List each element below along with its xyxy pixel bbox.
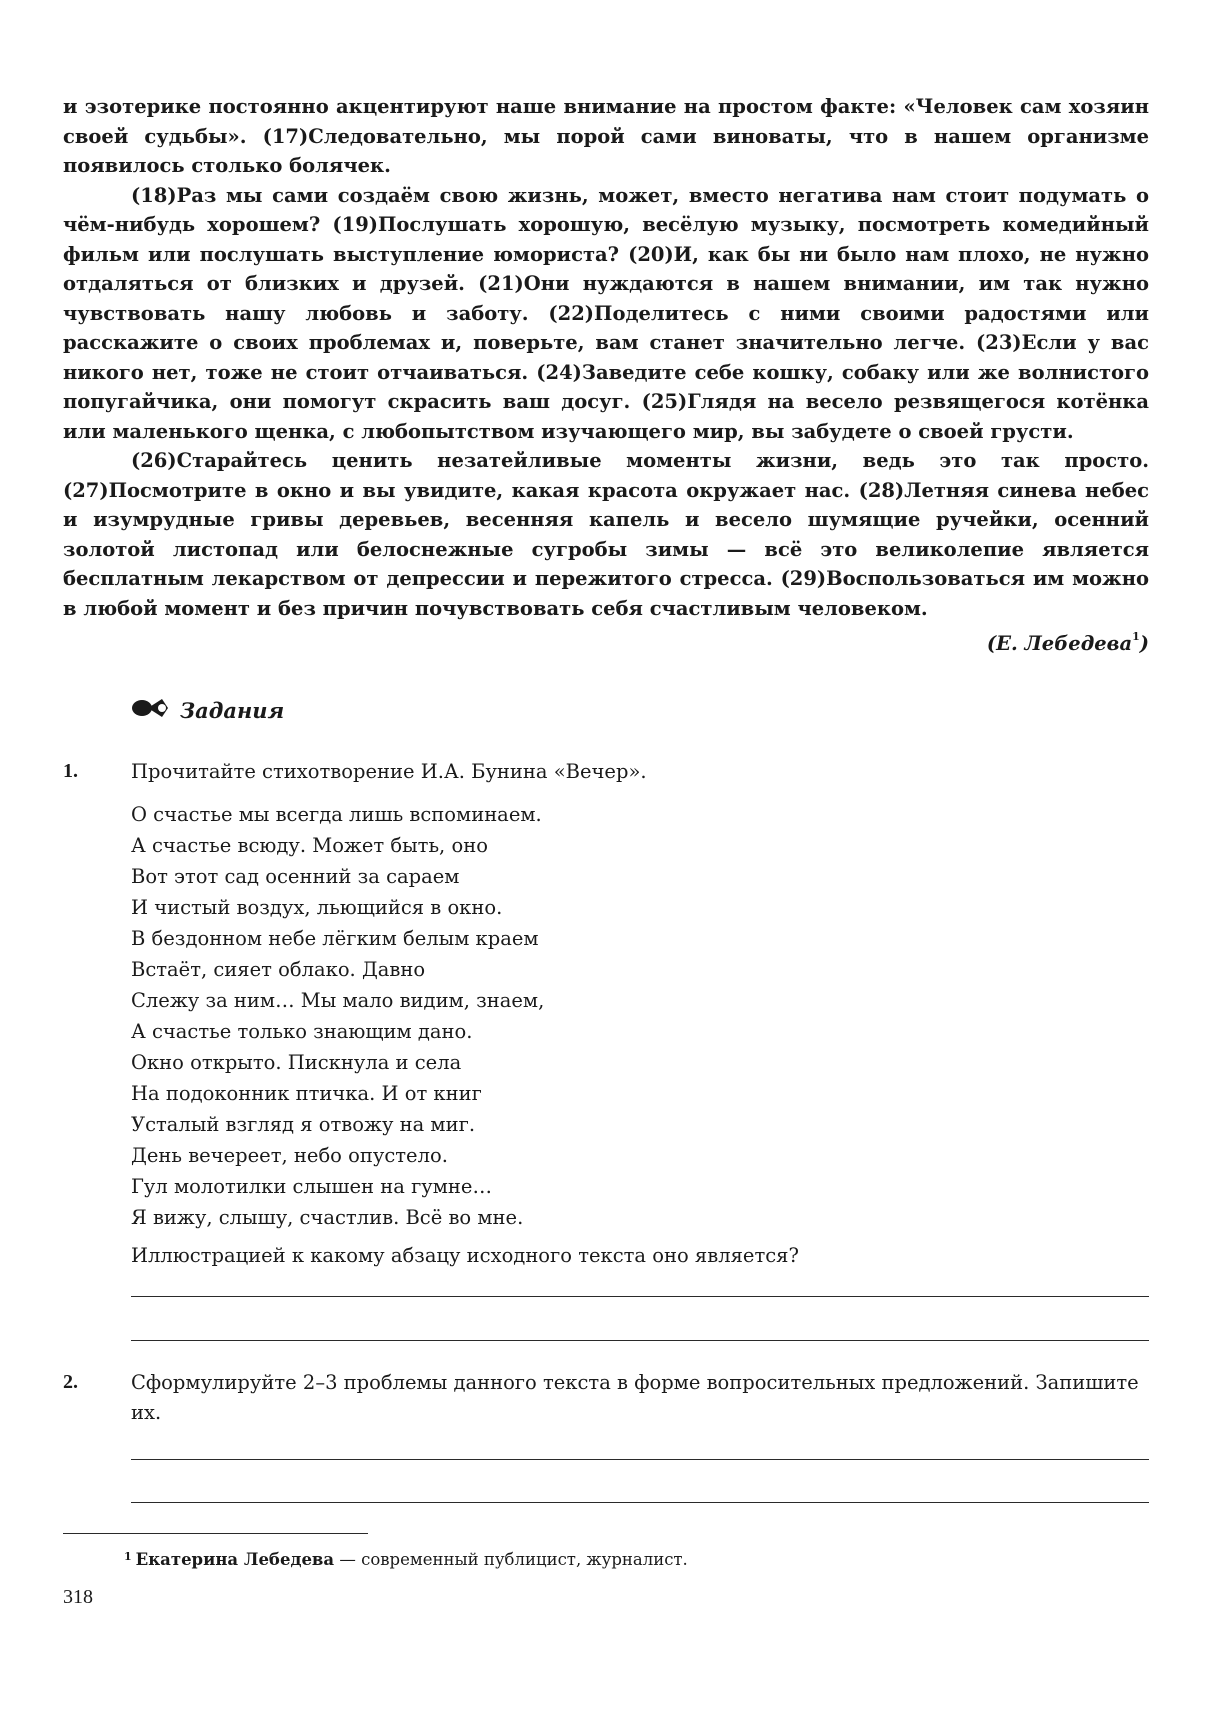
poem-line: Гул молотилки слышен на гумне… bbox=[131, 1174, 492, 1198]
task-1 bbox=[63, 757, 1149, 1270]
poem-line: В бездонном небе лёгким белым краем bbox=[131, 926, 539, 950]
attribution-close: ) bbox=[1139, 632, 1149, 655]
footnote-divider bbox=[63, 1533, 368, 1534]
footnote-name: Екатерина Лебедева bbox=[135, 1550, 335, 1569]
footnote bbox=[124, 1550, 688, 1569]
answer-line[interactable] bbox=[131, 1340, 1149, 1341]
poem-line: И чистый воздух, льющийся в окно. bbox=[131, 895, 503, 919]
tasks-heading-text: Задания bbox=[180, 697, 285, 723]
task-1-prompt: Прочитайте стихотворение И.А. Бунина «Вечер». bbox=[131, 760, 647, 783]
footnote-mark: 1 bbox=[124, 1550, 132, 1563]
task-2-number: 2. bbox=[63, 1371, 78, 1393]
poem-line: Вот этот сад осенний за сараем bbox=[131, 864, 460, 888]
tasks-heading bbox=[130, 696, 284, 724]
poem-line: О счастье мы всегда лишь вспоминаем. bbox=[131, 802, 542, 826]
poem-line: А счастье только знающим дано. bbox=[131, 1019, 473, 1043]
task-1-number: 1. bbox=[63, 760, 78, 782]
attribution-footnote-mark: 1 bbox=[1132, 630, 1140, 643]
poem-line: Встаёт, сияет облако. Давно bbox=[131, 957, 426, 981]
poem-line: Усталый взгляд я отвожу на миг. bbox=[131, 1112, 476, 1136]
poem-line: Слежу за ним… Мы мало видим, знаем, bbox=[131, 988, 545, 1012]
task-1-question: Иллюстрацией к какому абзацу исходного текста оно является? bbox=[131, 1243, 799, 1267]
attribution-text: (Е. Лебедева bbox=[986, 632, 1133, 655]
poem-line: На подоконник птичка. И от книг bbox=[131, 1081, 482, 1105]
main-text bbox=[63, 92, 1149, 623]
footnote-text: — современный публицист, журналист. bbox=[334, 1550, 688, 1569]
poem-line: День вечереет, небо опустело. bbox=[131, 1143, 448, 1167]
attribution bbox=[987, 632, 1149, 655]
answer-line[interactable] bbox=[131, 1502, 1149, 1503]
task-2-prompt: Сформулируйте 2–3 проблемы данного текста в форме вопросительных предложений. Запишите их. bbox=[131, 1371, 1139, 1424]
poem bbox=[131, 799, 1149, 1233]
poem-line: Я вижу, слышу, счастлив. Всё во мне. bbox=[131, 1205, 524, 1229]
task-2 bbox=[63, 1368, 1149, 1427]
answer-line[interactable] bbox=[131, 1459, 1149, 1460]
paragraph-3: (26)Старайтесь ценить незатейливые моменты жизни, ведь это так просто. (27)Посмотрите в окно и вы увидите, какая красота окружает нас. (28)Летняя синева небес и изумрудные гривы деревьев, весенняя капель и весело шумящие ручейки, осенний золотой листопад или белоснежные сугробы зимы — всё это великолепие является бесплатным лекарством от депрессии и пережитого стресса. (29)Воспользоваться им можно в любой момент и без причин почувствовать себя счастливым человеком. bbox=[63, 449, 1149, 620]
poem-line: А счастье всюду. Может быть, оно bbox=[131, 833, 488, 857]
poem-line: Окно открыто. Пискнула и села bbox=[131, 1050, 462, 1074]
pencil-icon bbox=[130, 696, 174, 724]
paragraph-1: и эзотерике постоянно акцентируют наше внимание на простом факте: «Человек сам хозяин своей судьбы». (17)Следовательно, мы порой сами виноваты, что в нашем организме появилось столько болячек. bbox=[63, 95, 1149, 177]
paragraph-2: (18)Раз мы сами создаём свою жизнь, может, вместо негатива нам стоит подумать о чём-нибудь хорошем? (19)Послушать хорошую, весёлую музыку, посмотреть комедийный фильм или послушать выступление юмориста? (20)И, как бы ни было нам плохо, не нужно отдаляться от близких и друзей. (21)Они нуждаются в нашем внимании, им так нужно чувствовать нашу любовь и заботу. (22)Поделитесь с ними своими радостями или расскажите о своих проблемах и, поверьте, вам станет значительно легче. (23)Если у вас никого нет, тоже не стоит отчаиваться. (24)Заведите себе кошку, собаку или же волнистого попугайчика, они помогут скрасить ваш досуг. (25)Глядя на весело резвящегося котёнка или маленького щенка, с любопытством изучающего мир, вы забудете о своей грусти. bbox=[63, 183, 1149, 443]
page-number: 318 bbox=[63, 1586, 93, 1608]
answer-line[interactable] bbox=[131, 1296, 1149, 1297]
